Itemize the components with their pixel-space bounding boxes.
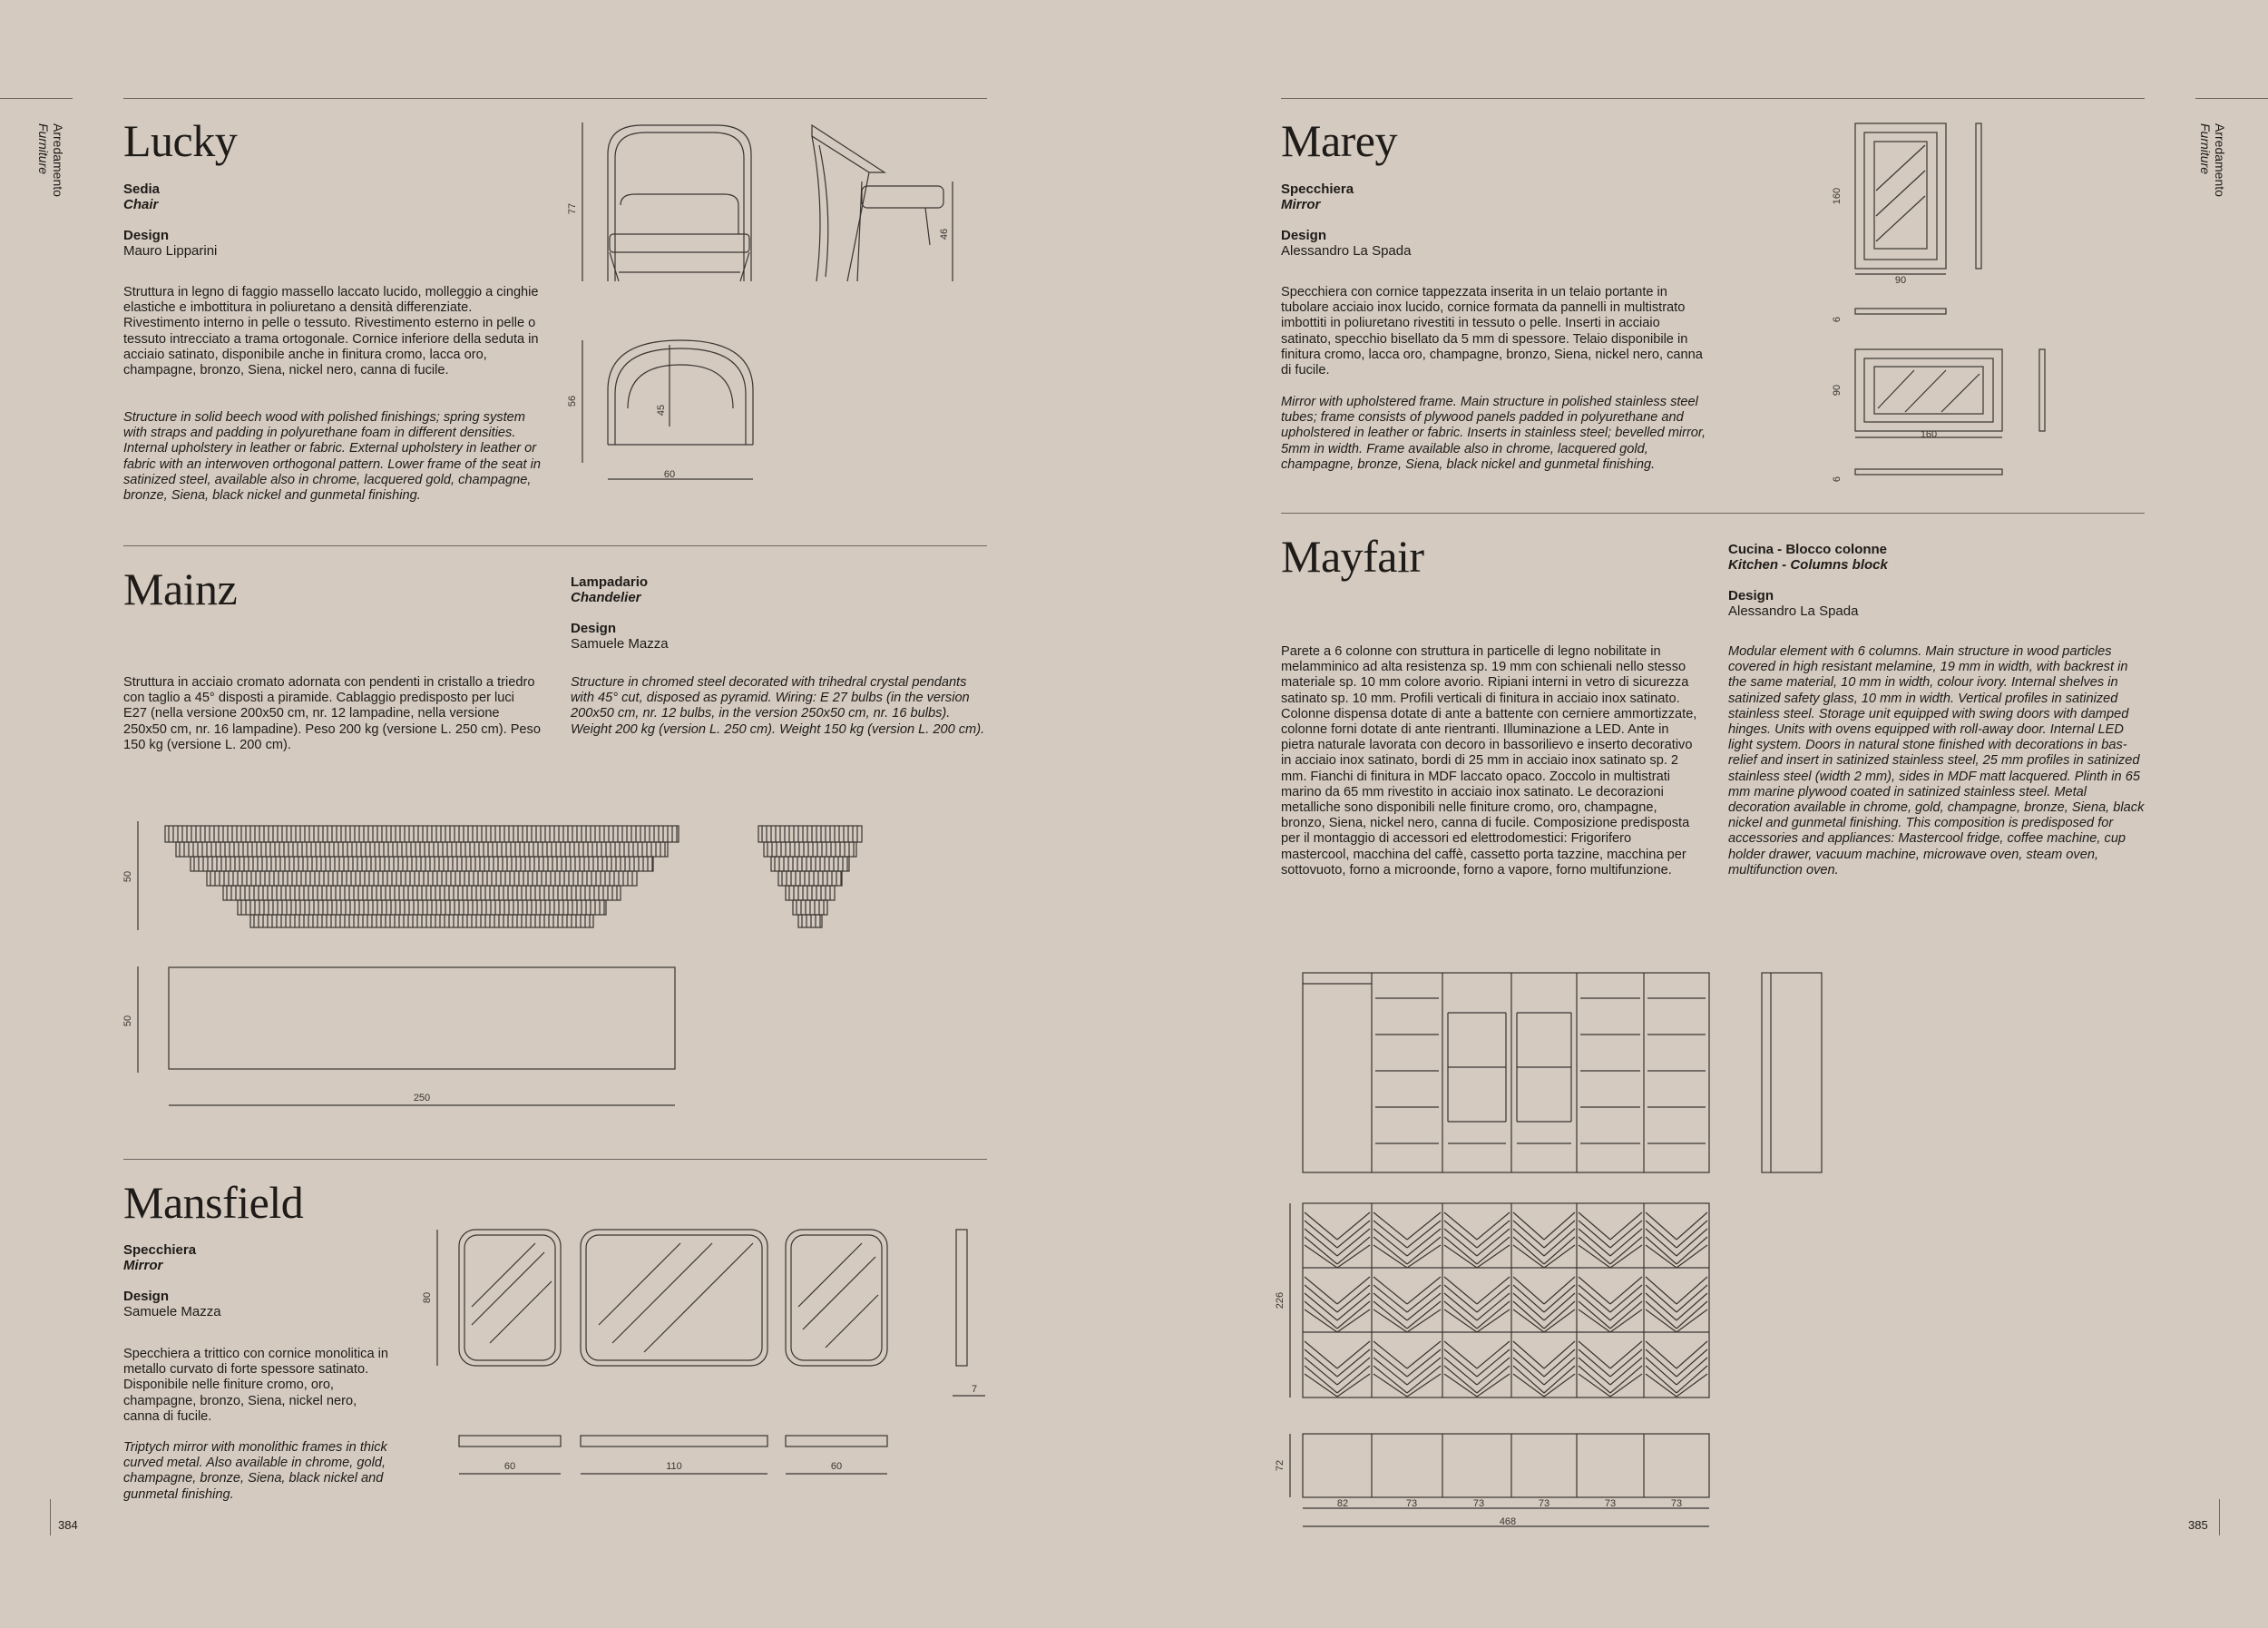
side-label-right: Arredamento Furniture	[2198, 123, 2227, 197]
mayfair-dim-col-1: 82	[1336, 1498, 1349, 1509]
mansfield-title: Mansfield	[123, 1177, 304, 1228]
mainz-top-rule	[123, 545, 987, 546]
mansfield-drawing	[417, 1225, 998, 1479]
marey-dim-d2: 6	[1832, 476, 1843, 483]
mansfield-meta	[123, 1242, 221, 1319]
mansfield-dim-w2: 110	[666, 1461, 682, 1472]
mansfield-dim-w1: 60	[503, 1461, 516, 1472]
mansfield-type-it: Specchiera	[123, 1242, 197, 1258]
mainz-dim-h1: 50	[122, 870, 133, 883]
mayfair-title: Mayfair	[1281, 531, 1424, 582]
mayfair-top-rule	[1281, 513, 2145, 514]
mayfair-dim-col-5: 73	[1604, 1498, 1617, 1509]
marey-vertical-view	[1832, 123, 1981, 322]
mansfield-desc-it: Specchiera a trittico con cornice monolitica in metallo curvato di forte spessore satinato. Disponibile nelle finiture cromo, oro, champagne, bronzo, Siena, nickel nero, canna di fucile.	[123, 1347, 389, 1424]
mayfair-meta	[1728, 542, 1888, 619]
lucky-type-it: Sedia	[123, 181, 161, 197]
mayfair-drawing	[1270, 962, 1851, 1534]
mainz-side-view	[758, 826, 862, 927]
marey-title: Marey	[1281, 115, 1397, 166]
mayfair-doors-view	[1275, 1203, 1709, 1398]
marey-dim-h1: 160	[1832, 187, 1843, 205]
mayfair-desc-it: Parete a 6 colonne con struttura in particelle di legno nobilitate in melamminico ad alta resistenza sp. 19 mm con schienali nello stesso materiale sp. 10 mm colore avorio. Ripiani interni in vetro di sicurezza satinato sp. 10 mm. Profili verticali di finitura in acciaio inox satinato. Colonne dispensa dotate di ante a battente con cerniere ammortizzate, colonne forni dotate di ante rientranti. Illuminazione a LED. Ante in pietra naturale lavorata con decoro in bassorilievo e inserto decorativo in acciaio inox satinato, bordi di 25 mm in acciaio inox satinato sp. 2 mm. Fianchi di finitura in MDF laccato opaco. Zoccolo in multistrati marino da 65 mm rivestito in acciaio inox satinato. Le decorazioni metalliche sono disponibili nelle finiture cromo, oro, champagne, bronzo, Siena, nickel nero, canna di fucile. Composizione predisposta per il montaggio di accessori ed elettrodomestici: Frigorifero mastercool, macchina del caffè, cassetto porta tazzine, macchina per sottovuoto, forno a microonde, forno a vapore, forno multifunzione.	[1281, 644, 1697, 878]
marey-design-label: Design	[1281, 228, 1327, 243]
mayfair-dim-col-4: 73	[1538, 1498, 1550, 1509]
mansfield-designer: Samuele Mazza	[123, 1304, 221, 1319]
mayfair-design-label: Design	[1728, 588, 1774, 603]
mainz-dim-h2: 50	[122, 1015, 133, 1027]
mainz-top-view	[122, 966, 675, 1105]
lucky-title: Lucky	[123, 115, 238, 166]
marey-desc-it: Specchiera con cornice tappezzata inserita in un telaio portante in tubolare acciaio inox lucido, cornice formata da pannelli in multistrato imbottiti in poliuretano rivestiti in tessuto o pelle. Inserti in acciaio satinato, specchio bisellato da 5 mm di spessore. Telaio disponibile in finitura cromo, lacca oro, champagne, bronzo, Siena, nickel nero, canna di fucile.	[1281, 285, 1703, 378]
mayfair-dim-h: 226	[1275, 1291, 1286, 1309]
marey-dim-d1: 6	[1832, 316, 1843, 323]
mansfield-top-view	[459, 1436, 887, 1474]
mainz-title: Mainz	[123, 564, 238, 614]
mainz-drawing	[118, 817, 844, 1116]
right-margin-rule	[2195, 98, 2268, 99]
marey-top-rule	[1281, 98, 2145, 99]
mainz-designer: Samuele Mazza	[571, 636, 669, 652]
lucky-design-label: Design	[123, 228, 170, 243]
marey-dim-w1: 90	[1894, 275, 1907, 286]
marey-meta	[1281, 181, 1411, 259]
marey-type-it: Specchiera	[1281, 181, 1354, 197]
mayfair-type-en: Kitchen - Columns block	[1728, 557, 1888, 573]
marey-designer: Alessandro La Spada	[1281, 243, 1412, 259]
lucky-drawing	[562, 118, 980, 490]
mansfield-dim-h: 80	[422, 1291, 433, 1304]
lucky-dim-depth: 56	[567, 395, 578, 407]
marey-dim-w2: 160	[1920, 429, 1938, 440]
mainz-dim-w: 250	[413, 1093, 431, 1103]
mansfield-dim-w3: 60	[830, 1461, 843, 1472]
marey-drawing	[1823, 118, 2077, 490]
mayfair-designer: Alessandro La Spada	[1728, 603, 1859, 619]
mayfair-dim-col-6: 73	[1670, 1498, 1683, 1509]
page-number-tick-right	[2219, 1499, 2220, 1535]
mansfield-type-en: Mirror	[123, 1258, 163, 1273]
lucky-desc-it: Struttura in legno di faggio massello laccato lucido, molleggio a cinghie elastiche e imbottitura in poliuretano a densità differenziate. Rivestimento interno in pelle o tessuto. Rivestimento esterno in pelle o tessuto intrecciato a trama ortogonale. Cornice inferiore della seduta in acciaio satinato, disponibile anche in finitura cromo, lacca oro, champagne, bronzo, Siena, nickel nero, canna di fucile.	[123, 285, 539, 378]
lucky-top-view	[567, 340, 753, 480]
lucky-type-en: Chair	[123, 197, 159, 212]
mayfair-dim-col-2: 73	[1405, 1498, 1418, 1509]
lucky-desc-en: Structure in solid beech wood with polished finishings; spring system with straps and padding in polyurethane foam in different densities. Internal upholstery in leather or fabric. External upholstery in leather or fabric with an interwoven orthogonal pattern. Lower frame of the seat in satinized steel, available also in chrome, lacquered gold, champagne, bronze, Siena, black nickel and gunmetal finishing.	[123, 410, 541, 504]
mainz-type-it: Lampadario	[571, 574, 649, 590]
mansfield-dim-d: 7	[971, 1384, 978, 1395]
side-label-left: Arredamento Furniture	[36, 123, 65, 197]
mayfair-open-view	[1303, 973, 1822, 1172]
page-number-left: 384	[58, 1518, 78, 1532]
lucky-meta	[123, 181, 217, 259]
lucky-dim-seat: 46	[939, 228, 950, 240]
mayfair-dim-d: 72	[1275, 1459, 1286, 1472]
marey-horizontal-view	[1832, 349, 2045, 482]
mayfair-type-it: Cucina - Blocco colonne	[1728, 542, 1888, 557]
lucky-side-view	[812, 125, 953, 281]
page-number-tick-left	[50, 1499, 51, 1535]
lucky-designer: Mauro Lipparini	[123, 243, 218, 259]
lucky-dim-h: 77	[567, 202, 578, 215]
mayfair-desc-en: Modular element with 6 columns. Main structure in wood particles covered in high resistant melamine, 19 mm in width, with backrest in the same material, 10 mm in width, colour ivory. Internal shelves in satinized safety glass, 10 mm in width. Vertical profiles in satinized stainless steel. Storage unit equipped with swing doors with damped hinges. Units with ovens equipped with roll-away door. Internal LED light system. Doors in natural stone finished with decorations in bas-relief and insert in satinized stainless steel, 25 mm profiles in satinized stainless steel (width 2 mm), sides in MDF matt lacquered. Plinth in 65 mm marine plywood coated in satinized stainless steel. Metal decoration available in chrome, gold, champagne, bronze, Siena, black nickel and gunmetal finishing. This composition is predisposed for accessories and appliances: Mastercool fridge, coffee machine, cup holder drawer, vacuum machine, microwave oven, steam oven, multifunction oven.	[1728, 644, 2145, 878]
mainz-design-label: Design	[571, 621, 617, 636]
lucky-dim-w: 60	[663, 469, 676, 480]
page-number-right: 385	[2188, 1518, 2208, 1532]
mayfair-dim-total: 468	[1499, 1516, 1517, 1527]
lucky-top-rule	[123, 98, 987, 99]
mansfield-design-label: Design	[123, 1289, 170, 1304]
mainz-front-view	[122, 821, 679, 930]
marey-type-en: Mirror	[1281, 197, 1321, 212]
mansfield-front-view	[422, 1230, 985, 1396]
mansfield-top-rule	[123, 1159, 987, 1160]
lucky-dim-inner: 45	[656, 404, 667, 417]
mansfield-desc-en: Triptych mirror with monolithic frames in thick curved metal. Also available in chrome, gold, champagne, bronze, Siena, black nickel and gunmetal finishing.	[123, 1440, 387, 1502]
mainz-desc-en: Structure in chromed steel decorated with trihedral crystal pendants with 45° cut, disposed as pyramid. Wiring: E 27 bulbs (in the version 200x50 cm, nr. 12 bulbs, in the version 250x50 cm, nr. 16 bulbs). Weight 200 kg (version L. 250 cm). Weight 150 kg (version L. 200 cm).	[571, 675, 985, 737]
mainz-desc-it: Struttura in acciaio cromato adornata con pendenti in cristallo a triedro con taglio a 45° disposti a piramide. Cablaggio predisposto per luci E27 (nella versione 200x50 cm, nr. 12 lampadine, nella versione 250x50 cm, nr. 16 lampadine). Peso 200 kg (versione L. 250 cm). Peso 150 kg (versione L. 200 cm).	[123, 675, 541, 752]
marey-dim-h2: 90	[1832, 384, 1843, 397]
mainz-type-en: Chandelier	[571, 590, 641, 605]
left-margin-rule	[0, 98, 73, 99]
mainz-meta	[571, 574, 669, 652]
mayfair-dim-col-3: 73	[1472, 1498, 1485, 1509]
mayfair-plan-view	[1275, 1434, 1709, 1527]
lucky-front-view	[567, 123, 751, 281]
marey-desc-en: Mirror with upholstered frame. Main structure in polished stainless steel tubes; frame consists of plywood panels padded in polyurethane and upholstered in leather or fabric. Inserts in stainless steel; bevelled mirror, 5mm in width. Frame available also in chrome, lacquered gold, champagne, bronze, Siena, black nickel and gunmetal finishing.	[1281, 395, 1706, 472]
